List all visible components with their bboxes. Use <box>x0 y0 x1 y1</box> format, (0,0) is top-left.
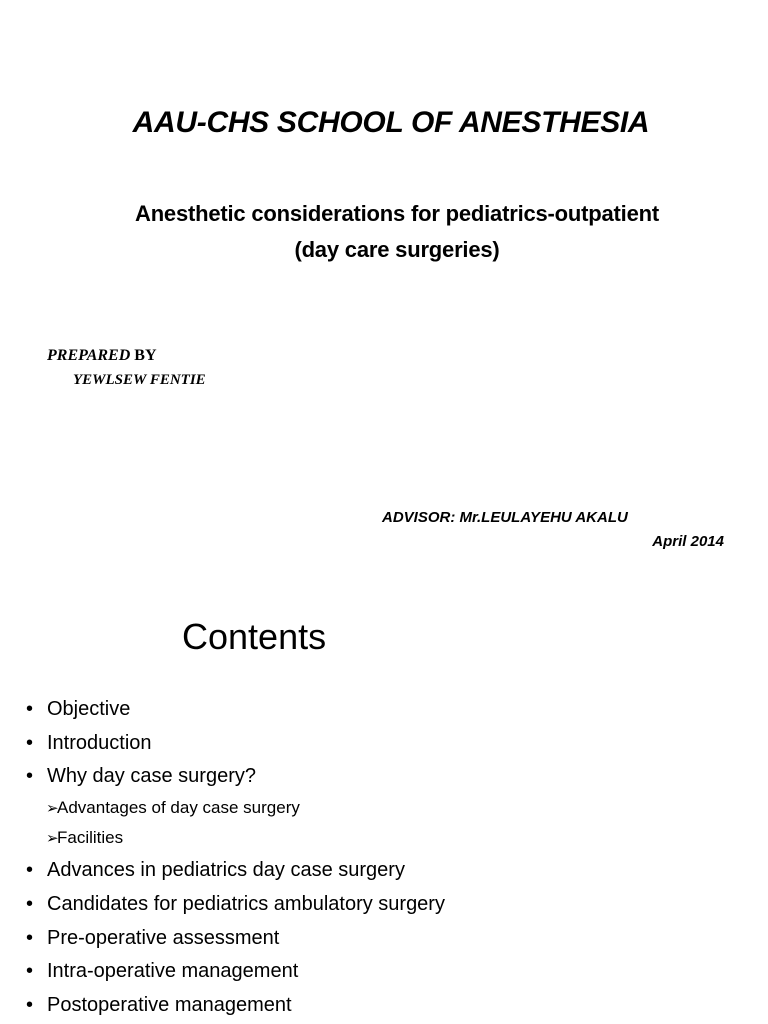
list-item-text: Candidates for pediatrics ambulatory surgery <box>47 893 445 915</box>
list-item-text: Why day case surgery? <box>47 765 256 787</box>
sub-list-item-text: Advantages of day case surgery <box>57 798 300 817</box>
slide-subtitle <box>0 196 768 268</box>
prepared-by-label <box>47 347 157 365</box>
bullet-icon: • <box>26 698 34 720</box>
sub-list-item-text: Facilities <box>57 828 124 847</box>
author-name: YEWLSEW FENTIE <box>73 372 206 388</box>
bullet-icon: • <box>26 893 34 915</box>
list-item-text: Advances in pediatrics day case surgery <box>47 859 405 881</box>
sub-list-item <box>46 798 300 818</box>
bullet-icon: • <box>26 927 34 949</box>
bullet-icon: • <box>26 960 34 982</box>
list-item-text: Objective <box>47 698 131 720</box>
presentation-date: April 2014 <box>652 533 724 550</box>
by-word: BY <box>134 347 157 364</box>
list-item-text: Introduction <box>47 732 152 754</box>
list-item <box>26 765 256 788</box>
list-item <box>26 698 130 721</box>
bullet-icon: • <box>26 732 34 754</box>
subtitle-line-2: (day care surgeries) <box>294 237 500 262</box>
subtitle-line-1: Anesthetic considerations for pediatrics-outpatient <box>135 201 659 226</box>
list-item-text: Pre-operative assessment <box>47 927 280 949</box>
advisor-line <box>382 509 628 526</box>
list-item-text: Intra-operative management <box>47 960 299 982</box>
bullet-icon: • <box>26 994 34 1016</box>
bullet-icon: • <box>26 859 34 881</box>
list-item <box>26 732 152 755</box>
advisor-label: ADVISOR <box>382 509 451 526</box>
advisor-name: : Mr.LEULAYEHU AKALU <box>450 509 628 526</box>
list-item <box>26 927 279 950</box>
list-item <box>26 994 292 1017</box>
sub-list-item <box>46 828 123 848</box>
contents-heading: Contents <box>182 616 327 657</box>
arrow-bullet-icon: ➢ <box>46 800 59 817</box>
bullet-icon: • <box>26 765 34 787</box>
prepared-word: PREPARED <box>47 347 131 364</box>
arrow-bullet-icon: ➢ <box>46 830 59 847</box>
list-item <box>26 960 298 983</box>
list-item-text: Postoperative management <box>47 994 292 1016</box>
list-item <box>26 859 405 882</box>
list-item <box>26 893 445 916</box>
slide-title: AAU-CHS SCHOOL OF ANESTHESIA <box>132 106 650 139</box>
